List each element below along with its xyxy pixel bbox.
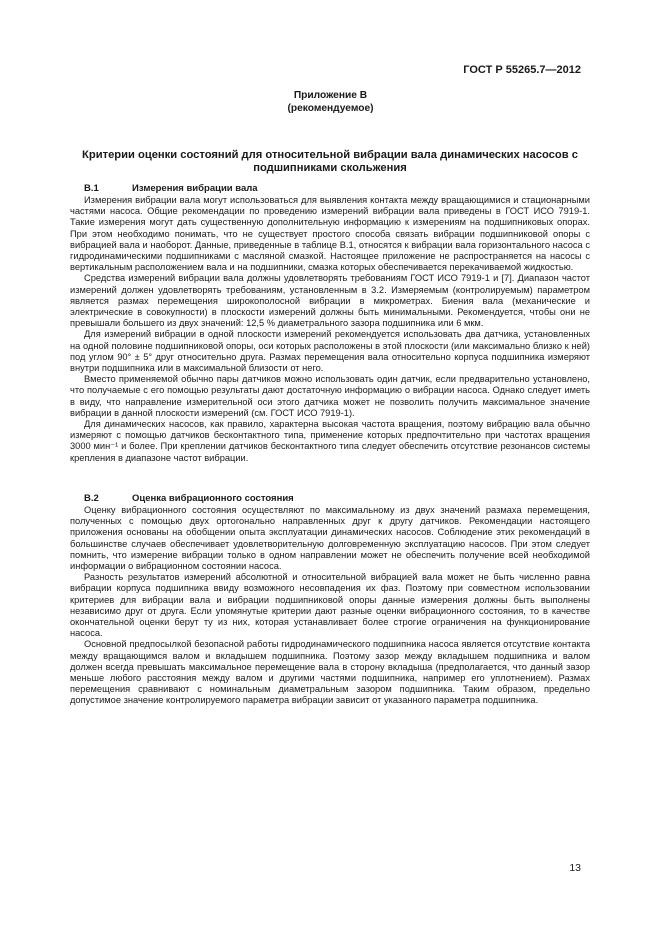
section-number: В.2 [84, 493, 99, 504]
paragraph: Измерения вибрации вала могут использоваться для выявления контакта между вращающимися и стационарными частями насоса. Общие рекомендации по проведению измерений вибрации вала приведены в ГОСТ ИСО 7919-1. Такие измерения могут дать существенную дополнительную информацию к измерениям на подшипниковых опорах. При этом необходимо понимать, что не существует простого способа связать вибрации подшипниковой опоры с вибрацией вала и наоборот. Данные, приведенные в таблице В.1, относятся к вибрации вала горизонтального насоса с гидродинамическими подшипниками с масляной смазкой. Настоящее приложение не распространяется на насосы с вертикальным расположением вала и на подшипники, смазка которых обеспечивается перекачиваемой жидкостью. [70, 195, 590, 273]
standard-designation: ГОСТ Р 55265.7—2012 [463, 64, 581, 76]
annex-main-title: Критерии оценки состояний для относительной вибрации вала динамических насосов с подшипниками скольжения [82, 149, 578, 174]
section-b2 [70, 493, 590, 707]
section-number: В.1 [84, 183, 99, 194]
section-b1 [70, 183, 590, 464]
annex-header [0, 89, 661, 115]
paragraph: Основной предпосылкой безопасной работы гидродинамического подшипника насоса является отсутствие контакта между вращающимся валом и вкладышем подшипника. Поэтому зазор между вкладышем подшипника и валом должен всегда превышать максимальное перемещение вала в сторону вкладыша (предполагается, что данный зазор меньше любого расстояния между валом и другими частями подшипника, например его уплотнением). Размах перемещения сравнивают с номинальным диаметральным зазором подшипника. Таким образом, предельно допустимое значение контролируемого параметра вибрации зависит от указанного параметра подшипника. [70, 639, 590, 706]
section-heading-text: Измерения вибрации вала [132, 183, 258, 194]
page-number: 13 [569, 862, 581, 874]
annex-subtitle: (рекомендуемое) [287, 103, 374, 114]
section-heading [84, 183, 590, 195]
paragraph: Для динамических насосов, как правило, характерна высокая частота вращения, поэтому вибрацию вала обычно измеряют с помощью датчиков бесконтактного типа, применение которых предпочтительно при частотах вращения 3000 мин⁻¹ и более. При креплении датчиков бесконтактного типа следует обеспечить отсутствие резонансов системы крепления в диапазоне частот вибрации. [70, 419, 590, 463]
annex-title: Приложение В [293, 90, 368, 101]
paragraph: Разность результатов измерений абсолютной и относительной вибрацией вала может не быть численно равна вибрации корпуса подшипника ввиду возможного несовпадения их фаз. Поэтому при совместном использовании критериев для вибрации вала и вибрации подшипниковой опоры данные измерения должны быть выполнены независимо друг от друга. Если упомянутые критерии дают разные оценки вибрационного состояния, то в качестве окончательной оценки берут ту из них, которая устанавливает более строгие ограничения на функционирование насоса. [70, 572, 590, 639]
paragraph: Средства измерений вибрации вала должны удовлетворять требованиям ГОСТ ИСО 7919-1 и [7]. Диапазон частот измерений должен удовлетворять требованиям, установленным в 3.2. Измеряемым (контролируемым) параметром является размах перемещения широкополосной вибрации в микрометрах. Биения вала (механические и электрические в совокупности) в плоскости измерений должны быть минимальными. Рекомендуется, чтобы они не превышали большего из двух значений: 12,5 % диаметрального зазора подшипника или 6 мкм. [70, 273, 590, 329]
section-heading [84, 493, 590, 505]
paragraph: Оценку вибрационного состояния осуществляют по максимальному из двух значений размаха перемещения, полученных с помощью двух ортогонально направленных друг к другу датчиков. Рекомендации настоящего приложения основаны на обобщении опыта эксплуатации динамических насосов. Соблюдение этих рекомендаций в большинстве случаев обеспечивает удовлетворительную долговременную эксплуатацию насосов. При этом следует помнить, что измерение вибрации только в одном направлении может не обеспечить получение всей необходимой информации о вибрационном состоянии насоса. [70, 505, 590, 572]
paragraph: Вместо применяемой обычно пары датчиков можно использовать один датчик, если предварительно установлено, что получаемые с его помощью результаты дают достаточную информацию о вибрации насоса. Однако следует иметь в виду, что направление измерительной оси этого датчика может не позволить получить максимальное значение вибрации в данной плоскости измерений (см. ГОСТ ИСО 7919-1). [70, 374, 590, 418]
section-heading-text: Оценка вибрационного состояния [132, 493, 294, 504]
paragraph: Для измерений вибрации в одной плоскости измерений рекомендуется использовать два датчика, установленных на одной половине подшипниковой опоры, оси которых расположены в этой плоскости (или максимально близко к ней) под углом 90° ± 5° друг относительно друга. Размах перемещения вала относительно корпуса подшипника измеряют внутри подшипника или в максимальной близости от него. [70, 329, 590, 374]
